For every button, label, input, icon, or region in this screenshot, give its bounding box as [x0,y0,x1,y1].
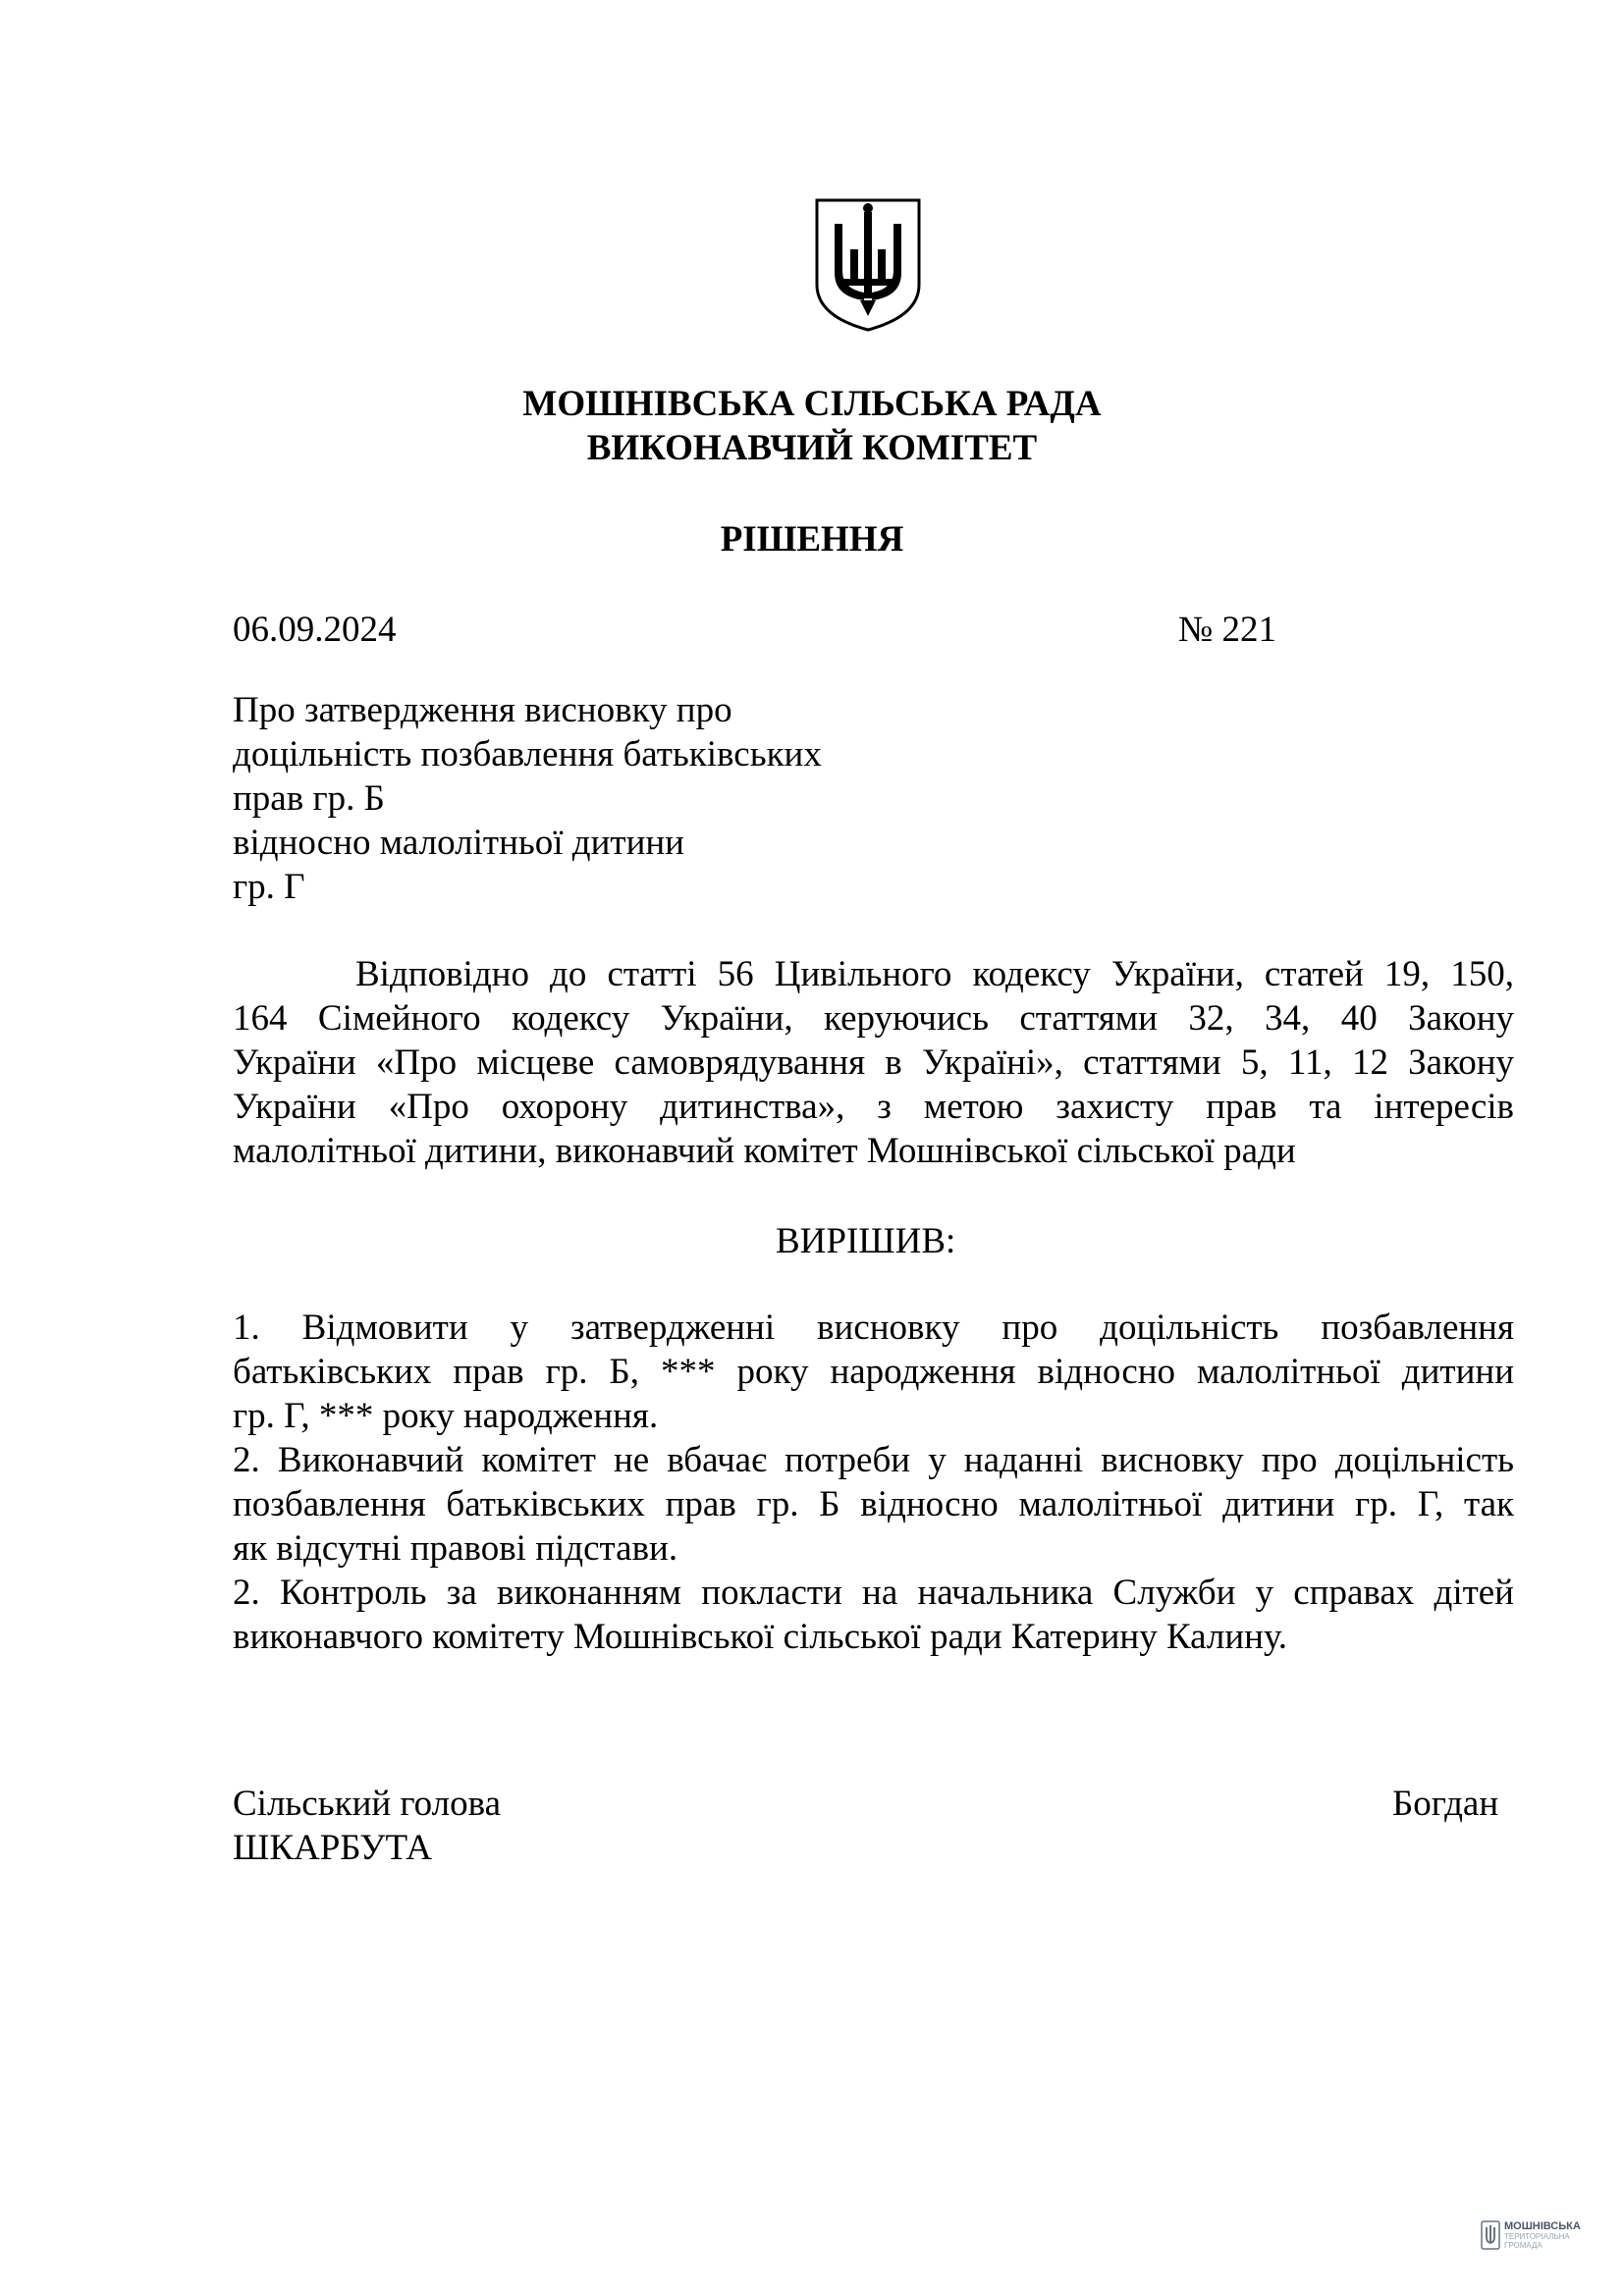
preamble-line: малолітньої дитини, виконавчий комітет Мошнівської сільської ради [233,1131,1296,1171]
decision-line: позбавлення батьківських прав гр. Б відносно малолітньої дитини гр. Г, так [233,1484,1514,1524]
signatory-first-name: Богдан [1392,1784,1499,1824]
decision-line: 2. Виконавчий комітет не вбачає потреби у наданні висновку про доцільність [233,1440,1514,1480]
trident-icon [1481,2220,1500,2250]
decided-heading: ВИРІШИВ: [776,1221,956,1261]
watermark-subtitle: ТЕРИТОРІАЛЬНА [1504,2232,1570,2241]
preamble-line: 164 Сімейного кодексу України, керуючись статтями 32, 34, 40 Закону [233,998,1514,1039]
org-unit: ВИКОНАВЧИЙ КОМІТЕТ [586,428,1038,468]
org-name: МОШНІВСЬКА СІЛЬСЬКА РАДА [522,384,1102,424]
subject-line: прав гр. Б [233,778,385,819]
decision-line: 2. Контроль за виконанням покласти на начальника Служби у справах дітей [233,1573,1514,1613]
decision-date: 06.09.2024 [233,610,397,650]
subject-line: гр. Г [233,867,305,907]
watermark-subtitle: ГРОМАДА [1504,2241,1543,2250]
preamble-line: України «Про охорону дитинства», з метою захисту прав та інтересів [233,1087,1514,1127]
preamble-line: Відповідно до статті 56 Цивільного кодексу України, статей 19, 150, [355,954,1514,994]
trident-coat-of-arms-icon [811,194,925,334]
decision-line: 1. Відмовити у затвердженні висновку про доцільність позбавлення [233,1308,1514,1348]
subject-line: відносно малолітньої дитини [233,823,684,863]
decision-line: гр. Г, *** року народження. [233,1396,659,1436]
signatory-position: Сільський голова [233,1784,502,1824]
document-type-title: РІШЕННЯ [720,519,904,560]
decision-line: виконавчого комітету Мошнівської сільської ради Катерину Калину. [233,1617,1288,1657]
subject-line: доцільність позбавлення батьківських [233,734,822,774]
decision-line: батьківських прав гр. Б, *** року народження відносно малолітньої дитини [233,1352,1514,1392]
community-watermark [1481,2216,1618,2256]
preamble-line: України «Про місцеве самоврядування в Україні», статтями 5, 11, 12 Закону [233,1042,1514,1083]
signatory-surname: ШКАРБУТА [233,1828,432,1868]
subject-line: Про затвердження висновку про [233,690,732,730]
decision-line: як відсутні правові підстави. [233,1528,678,1569]
decision-number: № 221 [1178,610,1277,650]
watermark-title: МОШНІВСЬКА [1504,2220,1581,2232]
